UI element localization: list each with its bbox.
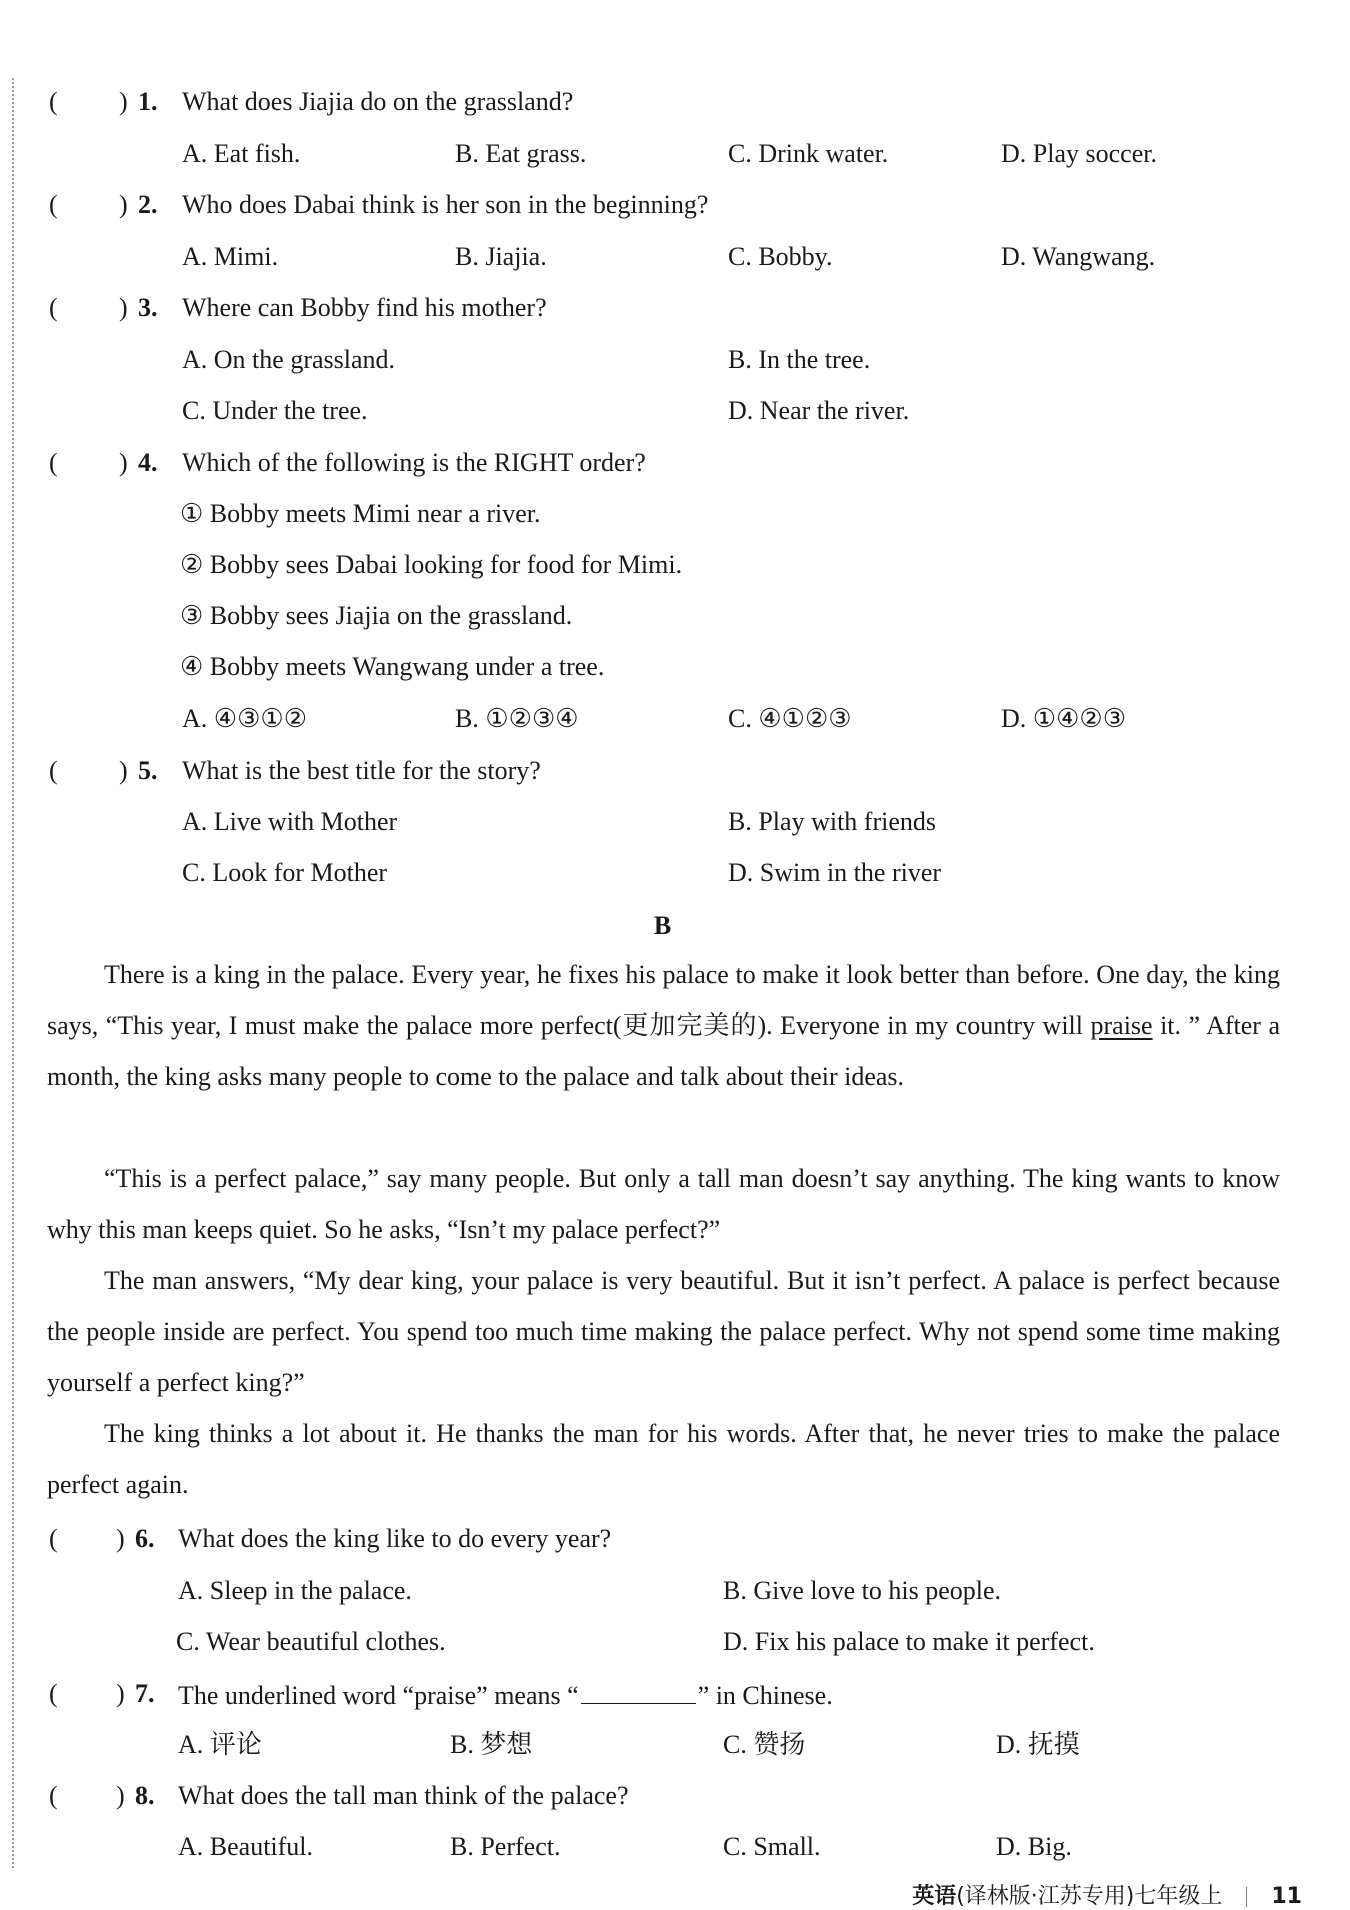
option-b: B. Perfect. — [450, 1832, 561, 1861]
answer-bracket-open: ( — [49, 1781, 58, 1810]
option-a: A. Mimi. — [182, 242, 279, 271]
answer-bracket-open: ( — [49, 87, 58, 116]
question-number: 1. — [138, 87, 158, 116]
footer-divider — [1246, 1887, 1247, 1907]
answer-bracket-open: ( — [49, 1524, 58, 1553]
option-b: B. 梦想 — [450, 1730, 533, 1759]
option-d: D. Swim in the river — [728, 858, 942, 887]
option-a: A. Live with Mother — [182, 807, 398, 836]
question-number: 3. — [138, 293, 158, 322]
option-a: A. 评论 — [178, 1730, 262, 1759]
footer-edition: (译林版·江苏专用)七年级上 — [956, 1884, 1223, 1909]
option-c: C. ④①②③ — [728, 704, 852, 733]
option-a: A. Beautiful. — [178, 1832, 314, 1861]
option-b: B. Eat grass. — [455, 139, 587, 168]
option-d: D. Fix his palace to make it perfect. — [723, 1627, 1095, 1656]
footer-subject: 英语 — [912, 1884, 957, 1909]
option-c: C. Look for Mother — [182, 858, 388, 887]
passage-paragraph-3: The man answers, “My dear king, your palace is very beautiful. But it isn’t perfect. A palace is perfect because the people inside are perfect. You spend too much time making the palace perfect. Why not spend some time making yourself a perfect king?” — [47, 1266, 1280, 1397]
question-text-part: ” in Chinese. — [697, 1681, 833, 1710]
option-b: B. Jiajia. — [455, 242, 547, 271]
answer-bracket-close: ) — [119, 756, 128, 785]
answer-bracket-close: ) — [119, 87, 128, 116]
passage-paragraph-1 — [47, 949, 1280, 1102]
question-text-part: The underlined word “praise” means “ — [178, 1681, 579, 1710]
option-c: C. Bobby. — [728, 242, 833, 271]
answer-bracket-close: ) — [116, 1679, 125, 1708]
answer-bracket-close: ) — [116, 1524, 125, 1553]
option-d: D. 抚摸 — [996, 1730, 1080, 1759]
question-text: Who does Dabai think is her son in the beginning? — [182, 190, 709, 219]
question-text: Which of the following is the RIGHT order? — [182, 448, 646, 477]
page-footer — [912, 1879, 1302, 1910]
question-number: 8. — [135, 1781, 155, 1810]
option-b: B. Give love to his people. — [723, 1576, 1002, 1605]
option-c: C. Drink water. — [728, 139, 889, 168]
answer-bracket-open: ( — [49, 448, 58, 477]
question-number: 6. — [135, 1524, 155, 1553]
option-c: C. Under the tree. — [182, 396, 368, 425]
passage-paragraph-2: “This is a perfect palace,” say many people. But only a tall man doesn’t say anything. The king wants to know why this man keeps quiet. So he asks, “Isn’t my palace perfect?” — [47, 1164, 1280, 1244]
option-a: A. On the grassland. — [182, 345, 396, 374]
option-b: B. In the tree. — [728, 345, 871, 374]
order-item-4: ④ Bobby meets Wangwang under a tree. — [180, 652, 605, 681]
answer-bracket-open: ( — [49, 190, 58, 219]
option-b: B. ①②③④ — [455, 704, 579, 733]
question-number: 7. — [135, 1679, 155, 1708]
option-d: D. Big. — [996, 1832, 1072, 1861]
answer-bracket-open: ( — [49, 293, 58, 322]
option-d: D. Near the river. — [728, 396, 910, 425]
section-heading-b: B — [653, 911, 672, 940]
answer-bracket-open: ( — [49, 756, 58, 785]
question-number: 4. — [138, 448, 158, 477]
question-text: What is the best title for the story? — [182, 756, 541, 785]
question-text: What does the king like to do every year? — [178, 1524, 612, 1553]
underlined-word-praise: praise — [1090, 1011, 1153, 1040]
answer-bracket-open: ( — [49, 1679, 58, 1708]
page-number: 11 — [1271, 1884, 1302, 1909]
passage-text: There is a king in the palace. Every year, he fixes his palace to make it look better than before. One day, the king says, “This year, I must make the palace more perfect(更加完美的). Everyone in my country will — [47, 960, 1280, 1040]
binding-margin-line — [12, 78, 14, 1868]
option-c: C. Small. — [723, 1832, 821, 1861]
option-b: B. Play with friends — [728, 807, 936, 836]
option-a: A. Eat fish. — [182, 139, 301, 168]
question-text — [178, 1681, 833, 1709]
answer-bracket-close: ) — [119, 293, 128, 322]
order-item-1: ① Bobby meets Mimi near a river. — [180, 499, 541, 528]
question-number: 2. — [138, 190, 158, 219]
order-item-3: ③ Bobby sees Jiajia on the grassland. — [180, 601, 573, 630]
order-item-2: ② Bobby sees Dabai looking for food for Mimi. — [180, 550, 683, 579]
answer-bracket-close: ) — [119, 190, 128, 219]
question-text: What does the tall man think of the palace? — [178, 1781, 629, 1810]
option-a: A. Sleep in the palace. — [178, 1576, 412, 1605]
answer-bracket-close: ) — [119, 448, 128, 477]
question-text: Where can Bobby find his mother? — [182, 293, 547, 322]
question-number: 5. — [138, 756, 158, 785]
option-d: D. Play soccer. — [1001, 139, 1157, 168]
option-a: A. ④③①② — [182, 704, 308, 733]
passage-text: it. ” After a month, the king asks many people to come to the palace and talk about their ideas. — [47, 1011, 1280, 1091]
option-d: D. ①④②③ — [1001, 704, 1127, 733]
answer-blank — [581, 1681, 696, 1704]
question-text: What does Jiajia do on the grassland? — [182, 87, 574, 116]
option-c: C. 赞扬 — [723, 1730, 806, 1759]
option-d: D. Wangwang. — [1001, 242, 1156, 271]
passage-paragraph-4: The king thinks a lot about it. He thanks the man for his words. After that, he never tries to make the palace perfect again. — [47, 1419, 1280, 1499]
option-c: C. Wear beautiful clothes. — [176, 1627, 446, 1656]
answer-bracket-close: ) — [116, 1781, 125, 1810]
